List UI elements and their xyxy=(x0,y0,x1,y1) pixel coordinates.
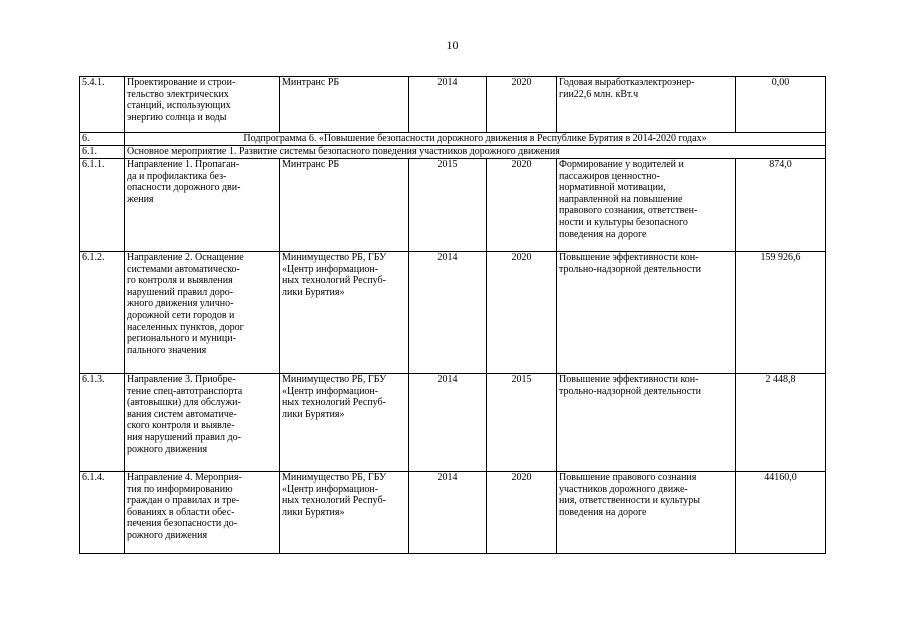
end-year: 2020 xyxy=(487,159,557,252)
row-number: 6.1. xyxy=(80,146,125,159)
result-cell xyxy=(557,77,736,133)
executor-cell xyxy=(280,159,409,252)
start-year: 2014 xyxy=(409,472,487,554)
executor-cell xyxy=(280,252,409,374)
amount-cell: 44160,0 xyxy=(736,472,826,554)
table-row xyxy=(80,77,826,133)
row-number: 6.1.1. xyxy=(80,159,125,252)
measures-table xyxy=(79,76,826,554)
measure-text: Направление 1. Пропаган- да и профилактика без- опасности дорожного дви- жения xyxy=(127,159,241,205)
measure-text: Направление 3. Приобре- тение спец-автотранспорта (автовышки) для обслужи- вания систем автоматиче- ского контроля и выявле- ния нарушений правил до- рожного движения xyxy=(127,374,243,455)
start-year: 2014 xyxy=(409,252,487,374)
table-row xyxy=(80,472,826,554)
result-text: Повышение эффективности кон- трольно-надзорной деятельности xyxy=(559,252,701,275)
measure-text: Направление 2. Оснащение системами автоматическо- го контроля и выявления нарушений правил доро- жного движения улично- дорожной сети городов и населенных пунктов, дорог регионального и муници- пального значения xyxy=(127,252,244,356)
measure-cell xyxy=(125,77,280,133)
result-text: Повышение эффективности кон- трольно-надзорной деятельности xyxy=(559,374,701,397)
subprogram-title: Подпрограмма 6. «Повышение безопасности дорожного движения в Республике Бурятия в 2014-2020 годах» xyxy=(125,133,826,146)
measure-cell xyxy=(125,374,280,472)
executor-cell xyxy=(280,77,409,133)
table-row xyxy=(80,133,826,146)
result-cell xyxy=(557,374,736,472)
result-text: Повышение правового сознания участников дорожного движе- ния, ответственности и культуры поведения на дороге xyxy=(559,472,700,518)
end-year: 2020 xyxy=(487,252,557,374)
row-number: 5.4.1. xyxy=(80,77,125,133)
end-year: 2020 xyxy=(487,472,557,554)
page-number: 10 xyxy=(446,38,459,52)
executor-text: Минтранс РБ xyxy=(282,159,340,170)
measure-text: Проектирование и строи- тельство электрических станций, использующих энергию солнца и воды xyxy=(127,77,236,123)
end-year: 2020 xyxy=(487,77,557,133)
executor-text: Минтранс РБ xyxy=(282,77,340,88)
amount-cell: 159 926,6 xyxy=(736,252,826,374)
table-row xyxy=(80,159,826,252)
amount-cell: 0,00 xyxy=(736,77,826,133)
row-number: 6.1.3. xyxy=(80,374,125,472)
table-row xyxy=(80,374,826,472)
measure-cell xyxy=(125,252,280,374)
end-year: 2015 xyxy=(487,374,557,472)
start-year: 2015 xyxy=(409,159,487,252)
table-row xyxy=(80,252,826,374)
result-text: Формирование у водителей и пассажиров ценностно- нормативной мотивации, направленной на повышение правового сознания, ответствен- ности и культуры безопасного поведения на дороге xyxy=(559,159,698,240)
row-number: 6.1.2. xyxy=(80,252,125,374)
executor-text: Минимущество РБ, ГБУ «Центр информацион- ных технологий Респуб- лики Бурятия» xyxy=(282,252,387,298)
measure-cell xyxy=(125,472,280,554)
executor-cell xyxy=(280,472,409,554)
start-year: 2014 xyxy=(409,374,487,472)
amount-cell: 874,0 xyxy=(736,159,826,252)
amount-cell: 2 448,8 xyxy=(736,374,826,472)
executor-cell xyxy=(280,374,409,472)
main-measure-title: Основное мероприятие 1. Развитие системы безопасного поведения участников дорожного движения xyxy=(125,146,826,159)
result-text: Годовая выработкаэлектроэнер- гии22,6 млн. кВт.ч xyxy=(559,77,695,100)
result-cell xyxy=(557,472,736,554)
measure-text: Направление 4. Мероприя- тия по информированию граждан о правилах и тре- бованиях в области обес- печения безопасности до- рожного движения xyxy=(127,472,242,541)
measure-cell xyxy=(125,159,280,252)
table-row xyxy=(80,146,826,159)
row-number: 6. xyxy=(80,133,125,146)
result-cell xyxy=(557,159,736,252)
executor-text: Минимущество РБ, ГБУ «Центр информацион- ных технологий Респуб- лики Бурятия» xyxy=(282,374,387,420)
start-year: 2014 xyxy=(409,77,487,133)
executor-text: Минимущество РБ, ГБУ «Центр информацион- ных технологий Респуб- лики Бурятия» xyxy=(282,472,387,518)
row-number: 6.1.4. xyxy=(80,472,125,554)
result-cell xyxy=(557,252,736,374)
